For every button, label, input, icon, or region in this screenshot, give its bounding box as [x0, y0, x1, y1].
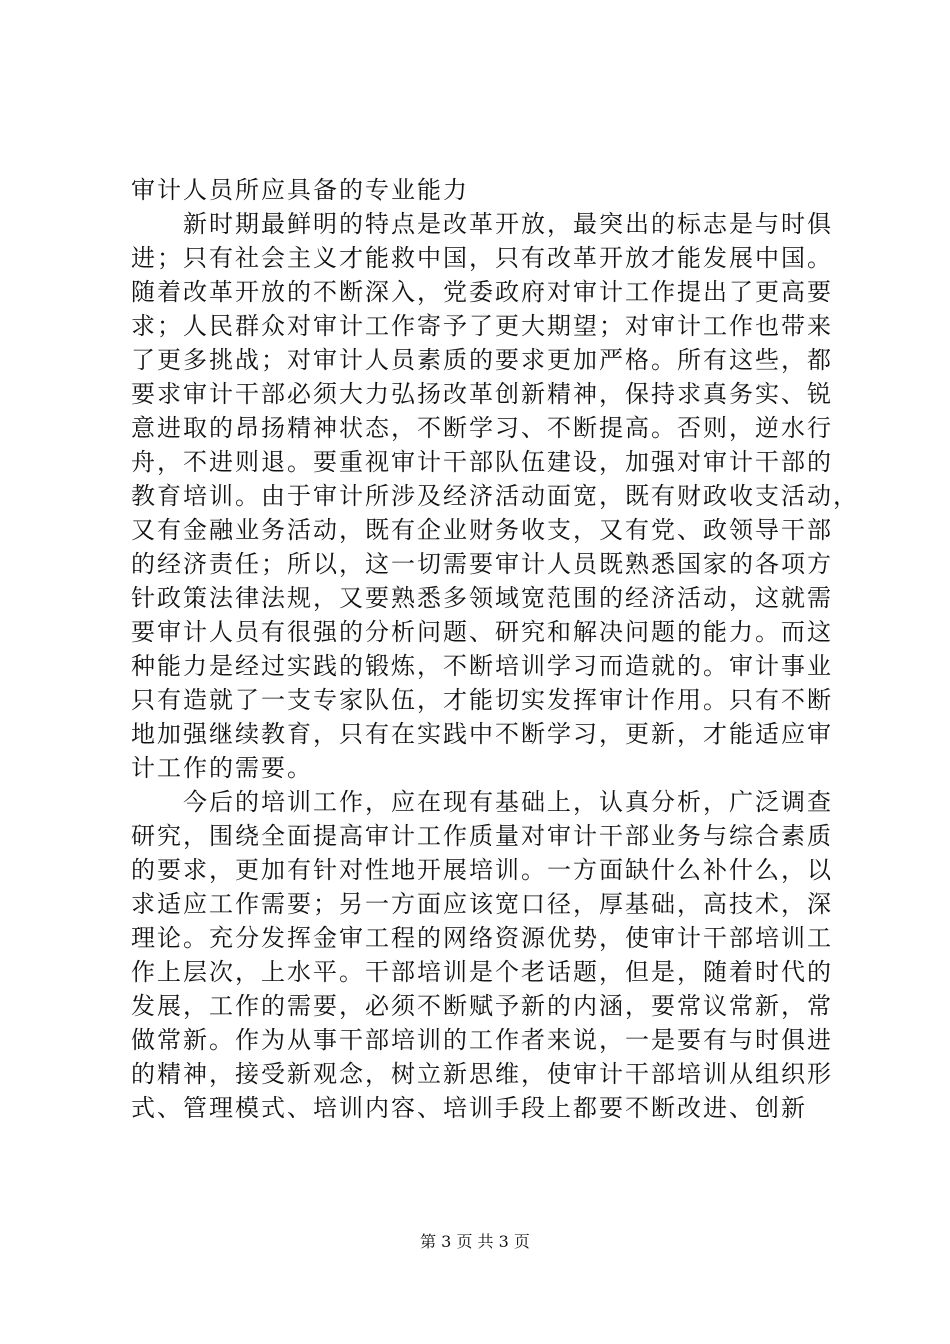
text-line: 作上层次，上水平。干部培训是个老话题，但是，随着时代的 [131, 958, 833, 986]
text-line: 研究，围绕全面提高审计工作质量对审计干部业务与综合素质 [131, 822, 833, 850]
text-line: 舟，不进则退。要重视审计干部队伍建设，加强对审计干部的 [131, 448, 833, 476]
page-number-footer: 第 3 页 共 3 页 [420, 1232, 530, 1251]
text-line: 了更多挑战；对审计人员素质的要求更加严格。所有这些，都 [131, 346, 833, 374]
text-line: 地加强继续教育，只有在实践中不断学习，更新，才能适应审 [131, 720, 833, 748]
text-line: 要审计人员有很强的分析问题、研究和解决问题的能力。而这 [131, 618, 833, 646]
text-line: 又有金融业务活动，既有企业财务收支，又有党、政领导干部 [131, 516, 833, 544]
text-line: 式、管理模式、培训内容、培训手段上都要不断改进、创新 [131, 1094, 807, 1122]
text-line: 针政策法律法规，又要熟悉多领域宽范围的经济活动，这就需 [131, 584, 833, 612]
text-line: 只有造就了一支专家队伍，才能切实发挥审计作用。只有不断 [131, 686, 833, 714]
text-line: 做常新。作为从事干部培训的工作者来说，一是要有与时俱进 [131, 1026, 833, 1054]
text-line: 求适应工作需要；另一方面应该宽口径，厚基础，高技术，深 [131, 890, 833, 918]
text-line: 教育培训。由于审计所涉及经济活动面宽，既有财政收支活动， [131, 482, 859, 510]
text-line: 意进取的昂扬精神状态，不断学习、不断提高。否则，逆水行 [131, 414, 833, 442]
text-line: 种能力是经过实践的锻炼，不断培训学习而造就的。审计事业 [131, 652, 833, 680]
text-line: 发展，工作的需要，必须不断赋予新的内涵，要常议常新，常 [131, 992, 833, 1020]
text-line: 进；只有社会主义才能救中国，只有改革开放才能发展中国。 [131, 244, 833, 272]
text-line: 的经济责任；所以，这一切需要审计人员既熟悉国家的各项方 [131, 550, 833, 578]
text-line: 随着改革开放的不断深入，党委政府对审计工作提出了更高要 [131, 278, 833, 306]
text-line: 的精神，接受新观念，树立新思维，使审计干部培训从组织形 [131, 1060, 833, 1088]
text-line: 要求审计干部必须大力弘扬改革创新精神，保持求真务实、锐 [131, 380, 833, 408]
text-line: 计工作的需要。 [131, 754, 313, 782]
document-title: 审计人员所应具备的专业能力 [131, 176, 469, 204]
text-line: 求；人民群众对审计工作寄予了更大期望；对审计工作也带来 [131, 312, 833, 340]
text-line: 理论。充分发挥金审工程的网络资源优势，使审计干部培训工 [131, 924, 833, 952]
text-line: 今后的培训工作，应在现有基础上，认真分析，广泛调查 [131, 788, 833, 816]
text-line: 新时期最鲜明的特点是改革开放，最突出的标志是与时俱 [131, 210, 833, 238]
text-line: 的要求，更加有针对性地开展培训。一方面缺什么补什么，以 [131, 856, 833, 884]
document-body [131, 173, 859, 1125]
